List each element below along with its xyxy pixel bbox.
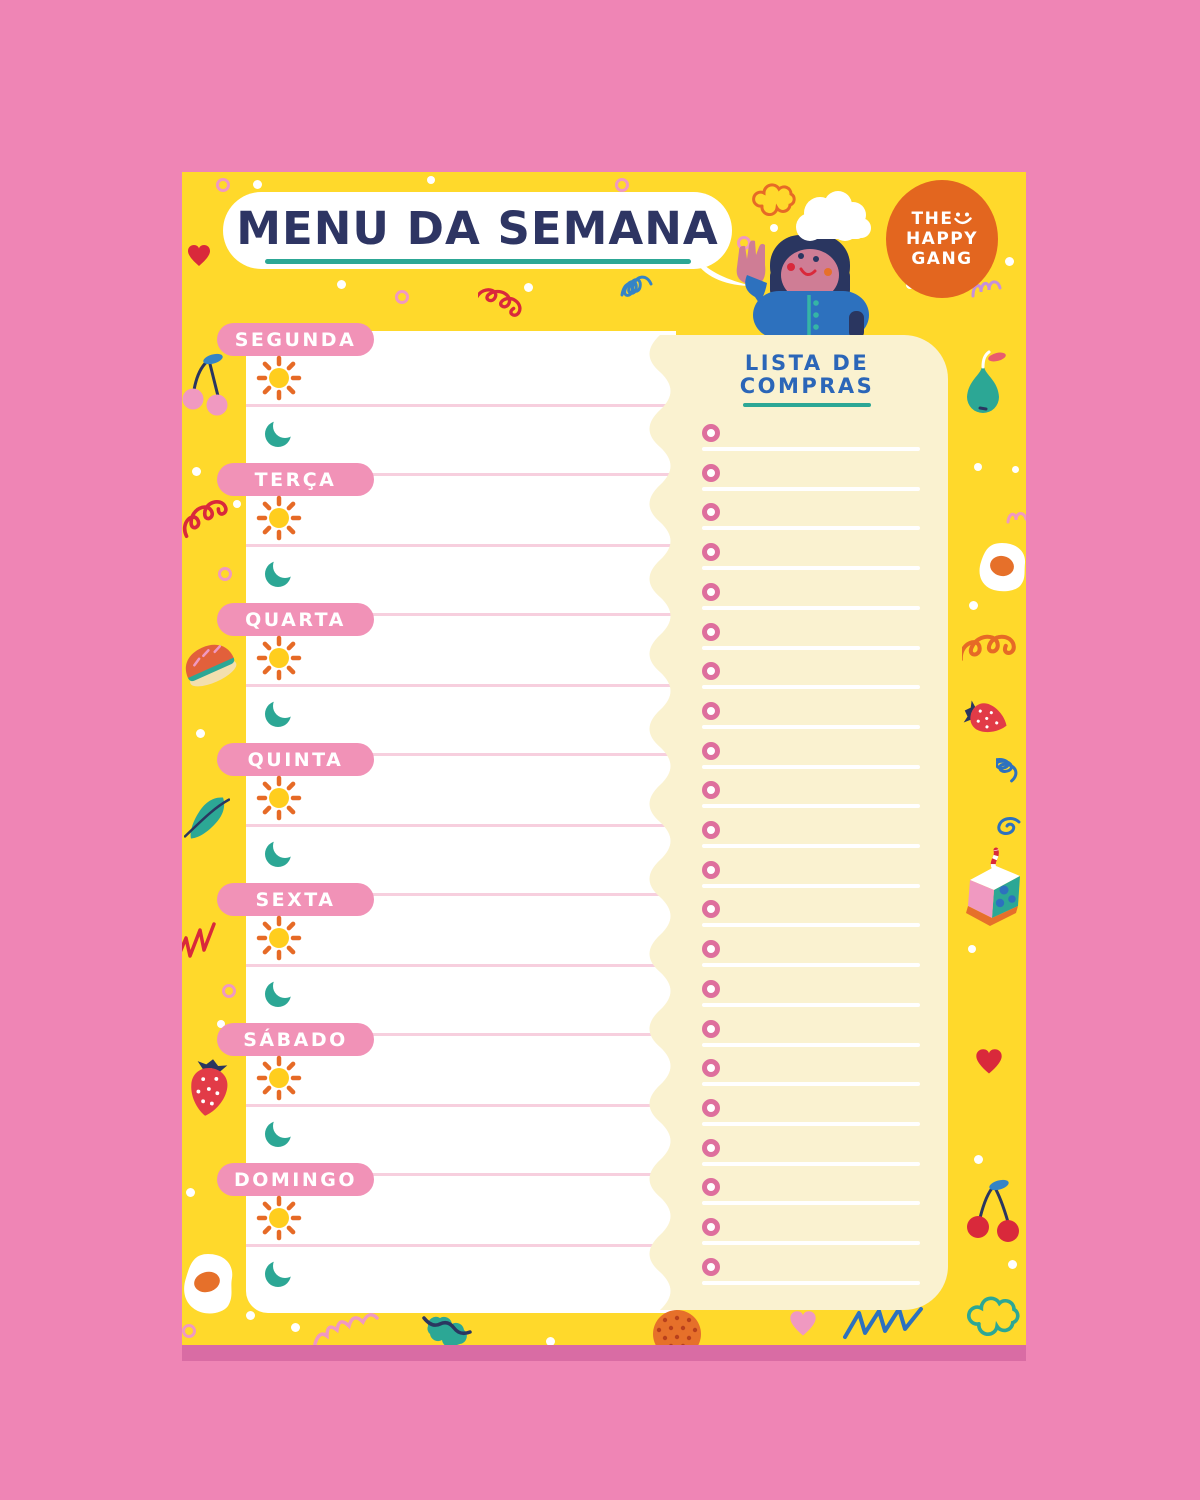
- white-dot: [427, 176, 435, 184]
- day-label-pill: [217, 743, 374, 776]
- day-divider-line: [372, 893, 676, 896]
- circle-doodle-icon: [615, 178, 629, 192]
- page-title: MENU DA SEMANA: [236, 201, 719, 255]
- checklist-bullet: [702, 543, 720, 561]
- checklist-bullet: [702, 861, 720, 879]
- flower-outline-icon: [962, 1286, 1020, 1340]
- fried-egg-icon: [976, 541, 1026, 593]
- white-dot: [1008, 1260, 1017, 1269]
- checklist-bullet: [702, 1099, 720, 1117]
- brand-line-3: GANG: [911, 249, 973, 269]
- lunch-line: [246, 544, 676, 547]
- fried-egg-icon: [182, 1252, 236, 1316]
- heart-icon: [186, 244, 212, 268]
- moon-icon: [265, 1116, 297, 1148]
- day-label-pill: [217, 463, 374, 496]
- checklist-line: [702, 1201, 920, 1205]
- day-label: DOMINGO: [233, 1168, 358, 1191]
- heart-icon: [788, 1310, 818, 1338]
- moon-icon: [265, 1256, 297, 1288]
- sun-icon: [256, 915, 302, 961]
- chef-girl-illustration: [725, 183, 875, 339]
- sun-icon: [256, 635, 302, 681]
- checklist-bullet: [702, 623, 720, 641]
- white-dot: [253, 180, 262, 189]
- checklist-line: [702, 923, 920, 927]
- caterpillar-icon: [422, 1306, 472, 1345]
- white-dot: [233, 500, 241, 508]
- white-dot: [291, 1323, 300, 1332]
- sun-icon: [256, 1195, 302, 1241]
- checklist-line: [702, 1003, 920, 1007]
- lunch-line: [246, 1104, 676, 1107]
- cherries-icon: [964, 1176, 1020, 1242]
- day-divider-line: [372, 613, 676, 616]
- moon-icon: [265, 416, 297, 448]
- checklist-line: [702, 963, 920, 967]
- checklist-line: [702, 1122, 920, 1126]
- checklist-line: [702, 526, 920, 530]
- day-divider-line: [372, 1033, 676, 1036]
- shopping-list-underline: [743, 403, 871, 407]
- checklist-bullet: [702, 1258, 720, 1276]
- coil-squiggle-icon: [962, 623, 1018, 677]
- moon-icon: [265, 696, 297, 728]
- chef-hat: [796, 191, 871, 241]
- checklist-bullet: [702, 583, 720, 601]
- day-divider-line: [372, 473, 676, 476]
- white-dot: [186, 1188, 195, 1197]
- checklist-bullet: [702, 980, 720, 998]
- moon-icon: [265, 836, 297, 868]
- white-dot: [337, 280, 346, 289]
- coil-squiggle-icon: [182, 495, 232, 541]
- white-dot: [1012, 466, 1019, 473]
- checklist-line: [702, 804, 920, 808]
- loop-squiggle-icon: [1006, 508, 1026, 526]
- day-divider-line: [372, 753, 676, 756]
- lunch-line: [246, 404, 676, 407]
- checklist-bullet: [702, 742, 720, 760]
- planner-card: [182, 172, 1026, 1345]
- checklist-bullet: [702, 821, 720, 839]
- moon-icon: [265, 556, 297, 588]
- checklist-bullet: [702, 940, 720, 958]
- checklist-bullet: [702, 464, 720, 482]
- day-label: QUARTA: [245, 608, 346, 631]
- circle-doodle-icon: [395, 290, 409, 304]
- day-label: TERÇA: [254, 468, 337, 491]
- checklist-bullet: [702, 424, 720, 442]
- heart-icon: [974, 1048, 1004, 1076]
- checklist-line: [702, 765, 920, 769]
- title-speech-bubble: [223, 192, 732, 269]
- checklist-line: [702, 606, 920, 610]
- shopping-list-title-line2: COMPRAS: [739, 374, 875, 398]
- checklist-line: [702, 1281, 920, 1285]
- day-label: SEXTA: [255, 888, 336, 911]
- white-dot: [196, 729, 205, 738]
- brand-line-1-row: [912, 209, 973, 229]
- checklist-line: [702, 685, 920, 689]
- white-dot: [546, 1337, 555, 1345]
- white-dot: [192, 467, 201, 476]
- checklist-bullet: [702, 1218, 720, 1236]
- day-divider-line: [372, 1173, 676, 1176]
- circle-doodle-icon: [182, 1324, 196, 1338]
- baguette-icon: [182, 638, 238, 694]
- sun-icon: [256, 355, 302, 401]
- day-label-pill: [217, 323, 374, 356]
- checklist-line: [702, 487, 920, 491]
- brand-logo: [886, 180, 998, 298]
- checklist-line: [702, 725, 920, 729]
- white-dot: [968, 945, 976, 953]
- circle-doodle-icon: [216, 178, 230, 192]
- checklist-line: [702, 1162, 920, 1166]
- sun-icon: [256, 495, 302, 541]
- juice-box-icon: [958, 846, 1024, 928]
- white-dot: [969, 601, 978, 610]
- cream-wave-path: [650, 335, 677, 1310]
- brand-line-1: THE: [911, 209, 954, 229]
- coil-squiggle-icon: [478, 280, 524, 328]
- circle-doodle-icon: [218, 567, 232, 581]
- cherries-icon: [182, 352, 230, 418]
- day-label: QUINTA: [247, 748, 344, 771]
- checklist-line: [702, 1241, 920, 1245]
- white-dot: [974, 1155, 983, 1164]
- loop-squiggle-icon: [993, 816, 1023, 836]
- day-label-pill: [217, 1163, 374, 1196]
- white-dot: [524, 283, 533, 292]
- day-label: SÁBADO: [243, 1028, 348, 1051]
- loop-squiggle-icon: [620, 275, 684, 301]
- checklist-line: [702, 447, 920, 451]
- lunch-line: [246, 684, 676, 687]
- strawberry-icon: [184, 1056, 234, 1120]
- white-dot: [974, 463, 982, 471]
- checklist-line: [702, 1043, 920, 1047]
- checklist-line: [702, 884, 920, 888]
- lunch-line: [246, 964, 676, 967]
- white-dot: [1005, 257, 1014, 266]
- day-label-pill: [217, 1023, 374, 1056]
- shopping-list-title: [722, 352, 892, 407]
- checklist-line: [702, 646, 920, 650]
- strawberry-icon: [960, 695, 1016, 743]
- checklist-bullet: [702, 1139, 720, 1157]
- shopping-list-title-line1: LISTA DE: [744, 351, 870, 375]
- brand-line-2: HAPPY: [905, 229, 979, 249]
- pear-icon: [956, 350, 1008, 422]
- loop-squiggle-icon: [996, 756, 1026, 802]
- checklist-line: [702, 844, 920, 848]
- leaf-icon: [184, 788, 230, 848]
- checklist-bullet: [702, 1020, 720, 1038]
- zigzag-icon: [182, 918, 220, 968]
- moon-icon: [265, 976, 297, 1008]
- day-label: SEGUNDA: [234, 328, 357, 351]
- day-label-pill: [217, 883, 374, 916]
- checklist-line: [702, 1082, 920, 1086]
- circle-doodle-icon: [222, 984, 236, 998]
- cream-panel-wavy-edge: [636, 335, 676, 1310]
- title-underline: [265, 259, 691, 264]
- lunch-line: [246, 824, 676, 827]
- lunch-line: [246, 1244, 676, 1247]
- dotted-ball-icon: [650, 1308, 704, 1345]
- day-label-pill: [217, 603, 374, 636]
- sun-icon: [256, 1055, 302, 1101]
- smiley-icon: [954, 211, 972, 227]
- checklist-bullet: [702, 702, 720, 720]
- checklist-line: [702, 566, 920, 570]
- white-dot: [246, 1311, 255, 1320]
- sun-icon: [256, 775, 302, 821]
- scallop-squiggle-icon: [313, 1308, 379, 1345]
